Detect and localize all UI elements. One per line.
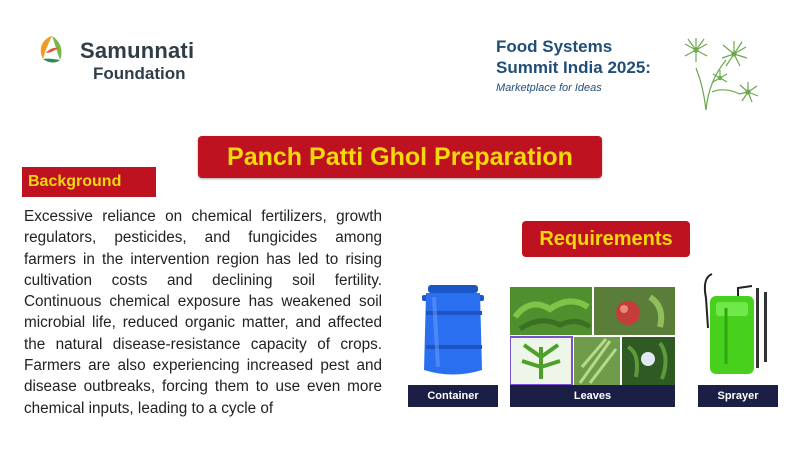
requirement-label-leaves: Leaves (510, 385, 675, 407)
requirements-heading: Requirements (522, 221, 690, 257)
event-tagline: Marketplace for Ideas (496, 82, 602, 94)
event-title-line1: Food Systems (496, 37, 613, 56)
org-name-sub: Foundation (93, 64, 186, 83)
requirement-item-sprayer (698, 268, 778, 407)
event-title-line2: Summit India 2025: (496, 58, 651, 77)
requirement-label-container: Container (408, 385, 498, 407)
leaves-collage-image (510, 287, 675, 385)
requirement-item-leaves (510, 287, 675, 407)
sprayer-image (698, 268, 778, 385)
container-drum-image (408, 275, 498, 385)
dandelion-illustration-icon (676, 30, 770, 112)
requirement-label-sprayer: Sprayer (698, 385, 778, 407)
samunnati-logo-icon (34, 33, 70, 69)
org-name: Samunnati (80, 38, 195, 63)
requirement-item-container (408, 275, 498, 407)
background-text: Excessive reliance on chemical fertilizers, growth regulators, pesticides, and fungicides among farmers in the intervention region has led to rising cultivation costs and declining soil fertility. Continuous chemical exposure has weakened soil microbial life, reduced organic matter, and affected the natural disease-resistance capacity of crops. Farmers are also experiencing increased pest and disease outbreaks, forcing them to use even more chemical inputs, leading to a cycle of (24, 208, 382, 417)
background-heading: Background (22, 167, 156, 197)
page-title: Panch Patti Ghol Preparation (198, 136, 602, 178)
